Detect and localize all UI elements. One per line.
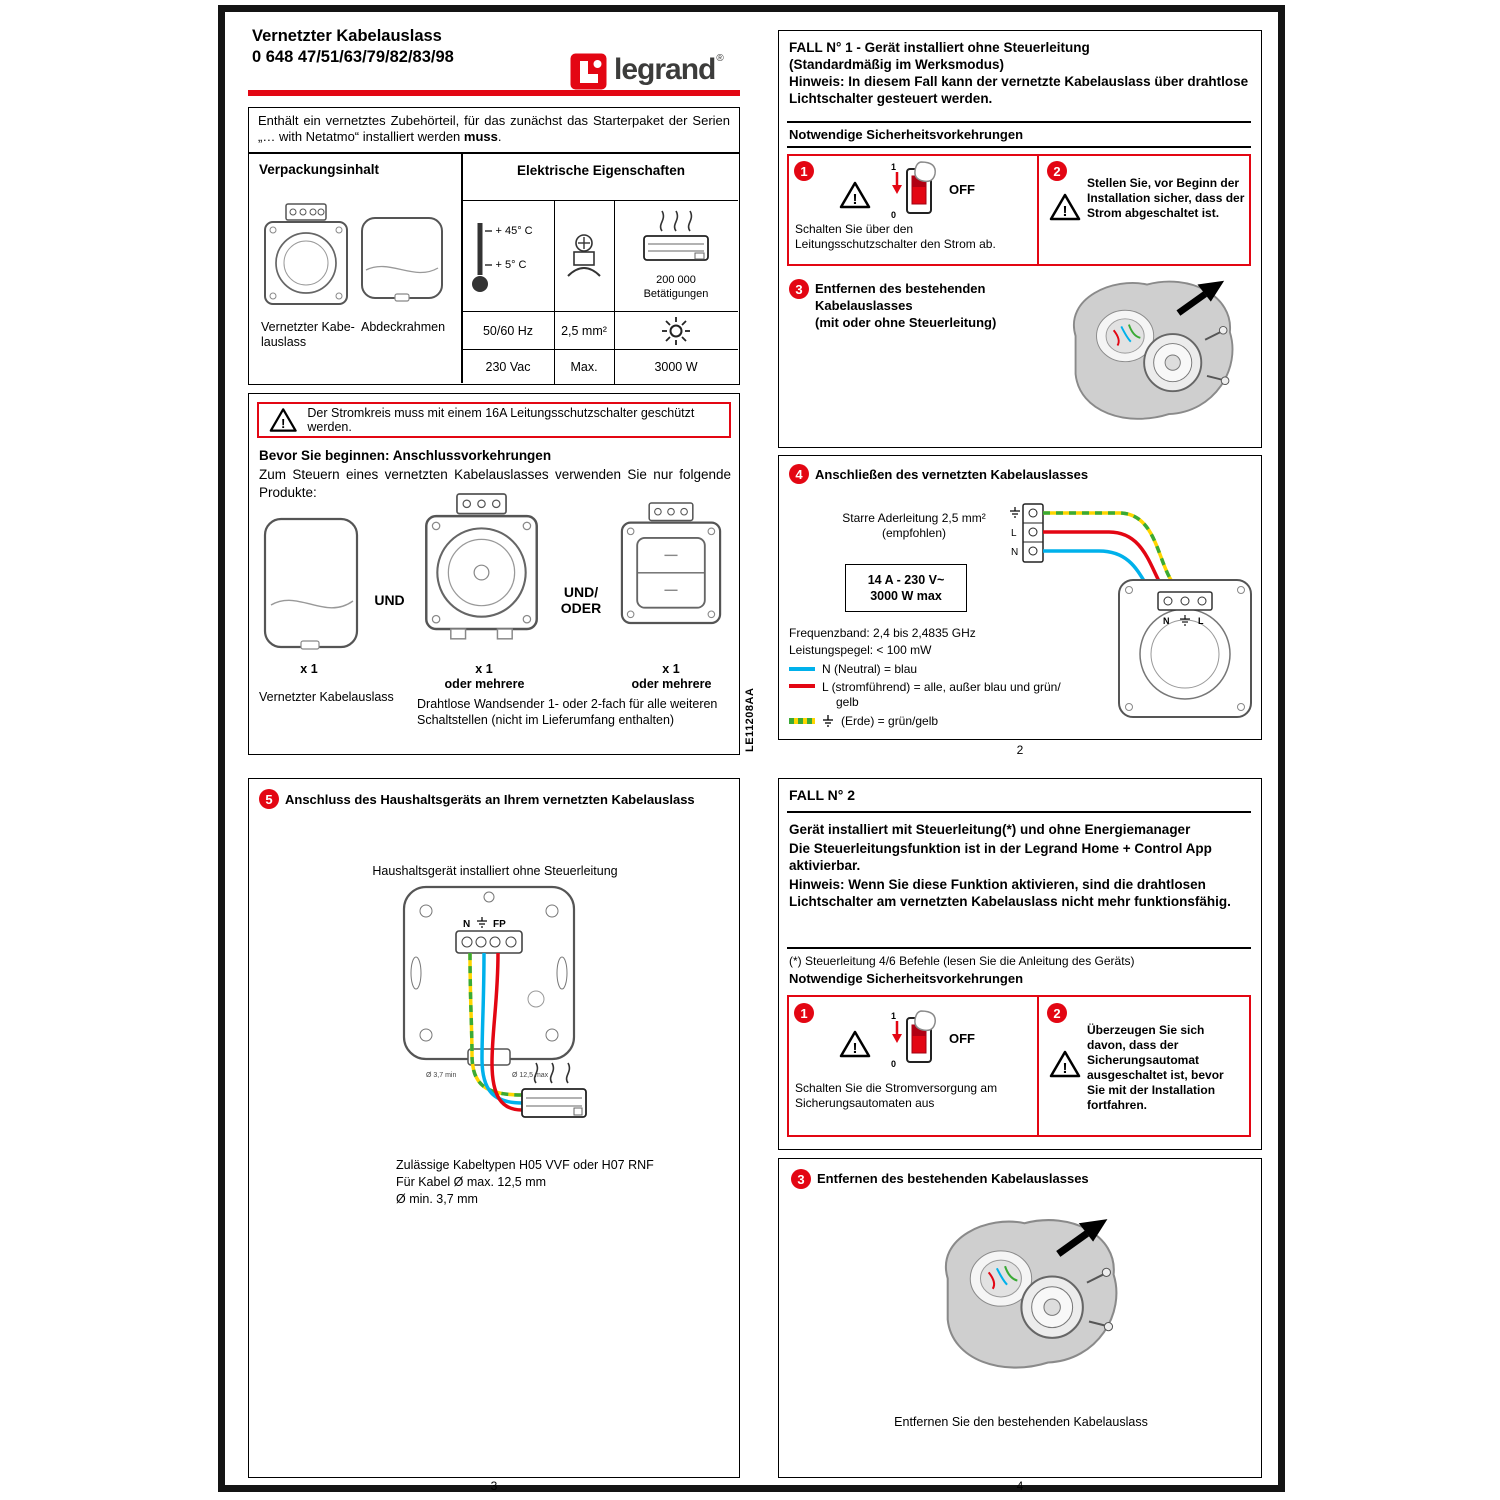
power-cell: 3000 W	[614, 349, 738, 384]
qty-3: x 1	[662, 662, 680, 676]
step2-badge: 2	[1047, 1003, 1067, 1023]
step4-title: Anschließen des vernetzten Kabelauslasses	[815, 467, 1089, 482]
intro-period: .	[497, 129, 502, 144]
step1-badge: 1	[794, 1003, 814, 1023]
fall2-paragraphs: Gerät installiert mit Steuerleitung(*) und ohne Energiemanager Die Steuerleitungsfunktion ist in der Legrand Home + Control App aktivierbar. Hinweis: Wenn Sie diese Funktion aktivieren, sind die drahtlosen Lichtschalter am vernetzten Kabelauslass nicht mehr funktionsfähig.	[789, 822, 1231, 909]
circuit-warning-text: Der Stromkreis muss mit einem 16A Leitungsschutzschalter geschützt werden.	[307, 406, 695, 434]
power-level: Leistungspegel: < 100 mW	[789, 643, 932, 657]
svg-text:Ø 12,5 max: Ø 12,5 max	[512, 1072, 549, 1079]
fall2-step1	[789, 997, 1039, 1135]
step5-title: Anschluss des Haushaltsgeräts an Ihrem vernetzten Kabelauslass	[285, 792, 695, 807]
thermometer-icon	[469, 217, 495, 297]
page-title	[252, 26, 454, 68]
svg-text:!: !	[852, 1040, 858, 1057]
fall1-step3-text: Entfernen des bestehenden Kabelauslasses (mit oder ohne Steuerleitung)	[815, 281, 997, 330]
fall1-safety-box	[787, 154, 1251, 266]
wire-size-cell: 2,5 mm²	[554, 311, 614, 349]
step5-badge: 5	[259, 789, 279, 809]
and-label: UND	[374, 592, 405, 608]
intro-note	[248, 107, 740, 153]
wall-removal-illustration	[1047, 269, 1247, 441]
fall2-title: FALL N° 2	[789, 787, 856, 803]
fall1-step2-text: Stellen Sie, vor Beginn der Installation sicher, dass der Strom abgeschaltet ist.	[1087, 176, 1245, 220]
svg-text:N: N	[1011, 547, 1019, 558]
intro-text: Enthält ein vernetztes Zubehörteil, für das zunächst das Starterpaket der Serien „… with Netatmo“ installiert werden	[258, 113, 730, 144]
step5-subtitle: Haushaltsgerät installiert ohne Steuerleitung	[372, 864, 618, 878]
svg-text:1: 1	[891, 162, 897, 172]
electrical-table	[463, 200, 738, 383]
cable-terminal-icon	[562, 232, 606, 280]
fall2-safety-heading: Notwendige Sicherheitsvorkehrungen	[789, 971, 1024, 986]
or-more-2: oder mehrere	[631, 677, 712, 691]
fall2-step3-title: Entfernen des bestehenden Kabelauslasses	[817, 1171, 1089, 1186]
device-illustration	[1119, 580, 1251, 717]
packaging-electrical-panel	[248, 153, 740, 385]
max-cell: Max.	[554, 349, 614, 384]
electrical-title: Elektrische Eigenschaften	[516, 163, 686, 178]
fall1-step1	[789, 156, 1039, 264]
cover-plate-illustration	[357, 212, 449, 312]
svg-text:N: N	[1163, 616, 1170, 626]
warning-triangle-icon	[839, 1029, 871, 1059]
or-more-1: oder mehrere	[444, 677, 525, 691]
before-heading: Bevor Sie beginnen: Anschlussvorkehrungen	[259, 448, 552, 463]
legend-live: L (stromführend) = alle, außer blau und grün/ gelb	[789, 680, 1061, 710]
temperature-cell	[463, 201, 554, 311]
fall2-note: (*) Steuerleitung 4/6 Befehle (lesen Sie die Anleitung des Geräts)	[789, 954, 1135, 968]
wire-note: Starre Aderleitung 2,5 mm² (empfohlen)	[842, 511, 986, 540]
wall-sender-caption: Drahtlose Wandsender 1- oder 2-fach für alle weiteren Schaltstellen (nicht im Lieferumfang enthalten)	[417, 697, 718, 727]
brand-rule	[248, 90, 740, 96]
sheet-code: LE11208AA	[744, 687, 756, 752]
off-label: OFF	[949, 1031, 975, 1046]
step2-badge: 2	[1047, 161, 1067, 181]
svg-text:FP: FP	[493, 919, 506, 930]
svg-text:L: L	[1198, 616, 1204, 626]
fall2-step2	[1041, 997, 1249, 1135]
connected-outlet-illustration	[259, 509, 361, 659]
registered-mark: ®	[716, 53, 724, 64]
wire-section-cell	[554, 201, 614, 311]
product-title: Vernetzter Kabelauslass	[252, 27, 442, 45]
packaging-title: Verpackungsinhalt	[259, 162, 380, 177]
fall1-safety-heading: Notwendige Sicherheitsvorkehrungen	[789, 127, 1024, 142]
fall2-step1-text: Schalten Sie die Stromversorgung am Sicherungsautomaten aus	[795, 1081, 998, 1110]
sun-icon	[661, 316, 691, 346]
svg-text:0: 0	[891, 1059, 897, 1069]
fall1-step1-text: Schalten Sie über den Leitungsschutzschalter den Strom ab.	[795, 222, 996, 251]
qty-1: x 1	[300, 662, 318, 676]
svg-text:L: L	[1011, 528, 1017, 539]
warning-triangle-icon	[269, 406, 297, 434]
panel-fall2	[778, 778, 1262, 1150]
before-paragraph: Zum Steuern eines vernetzten Kabelauslasses verwenden Sie nur folgende Produkte:	[259, 467, 731, 500]
breaker-switch-icon	[887, 160, 945, 220]
legend-earth: (Erde) = grün/gelb	[789, 714, 938, 728]
voltage-cell: 230 Vac	[463, 349, 554, 384]
panel-fall2-step3	[778, 1158, 1262, 1478]
panel-step4	[778, 455, 1262, 740]
legrand-logo-icon	[570, 53, 607, 90]
step4-badge: 4	[789, 464, 809, 484]
fall1-title: FALL N° 1 - Gerät installiert ohne Steuerleitung (Standardmäßig im Werksmodus) Hinweis: In diesem Fall kann der vernetzte Kabelauslass über drahtlose Lichtschalter gesteuert werden.	[789, 40, 1249, 106]
earth-icon	[1010, 507, 1020, 517]
svg-text:1: 1	[891, 1011, 897, 1021]
panel-fall1	[778, 30, 1262, 448]
warning-triangle-icon	[1049, 192, 1081, 222]
and-or-label: UND/ ODER	[560, 584, 602, 616]
legend-neutral: N (Neutral) = blau	[789, 662, 917, 676]
frequency-cell: 50/60 Hz	[463, 311, 554, 349]
svg-text:Ø 3,7 min: Ø 3,7 min	[426, 1072, 457, 1079]
svg-text:0: 0	[891, 210, 897, 220]
wall-sender-illustration-1	[414, 489, 549, 661]
wall-removal-illustration	[917, 1205, 1132, 1393]
cable-spec: Zulässige Kabeltypen H05 VVF oder H07 RNF Für Kabel Ø max. 12,5 mm Ø min. 3,7 mm	[396, 1158, 654, 1206]
wall-sender-illustration-2	[611, 489, 731, 661]
earth-icon	[822, 715, 834, 727]
product-ref: 0 648 47/51/63/79/82/83/98	[252, 48, 454, 66]
page-number-left: 3	[490, 1479, 498, 1493]
rating-box: 14 A - 230 V~ 3000 W max	[845, 564, 967, 612]
brand-wordmark: legrand	[614, 53, 716, 86]
freq-band: Frequenzband: 2,4 bis 2,4835 GHz	[789, 626, 976, 640]
svg-text:N: N	[463, 919, 471, 930]
breaker-switch-icon	[887, 1009, 945, 1069]
earth-swatch	[789, 718, 815, 724]
temp-min: + 5° C	[495, 259, 527, 271]
step3-badge: 3	[789, 279, 809, 299]
packaging-item2-label: Abdeckrahmen	[361, 320, 446, 334]
fall1-step2	[1041, 156, 1249, 264]
page-number-right-bottom: 4	[1016, 1479, 1024, 1493]
fall2-safety-box	[787, 995, 1251, 1137]
qty-2: x 1	[475, 662, 493, 676]
lighting-cell	[614, 311, 738, 349]
warning-triangle-icon	[839, 180, 871, 210]
live-swatch	[789, 684, 815, 688]
heater-icon	[636, 209, 716, 269]
warning-triangle-icon	[1049, 1049, 1081, 1079]
fall2-step3-caption: Entfernen Sie den bestehenden Kabelauslass	[894, 1415, 1148, 1429]
temp-max: + 45° C	[495, 225, 533, 237]
fall2-step2-text: Überzeugen Sie sich davon, dass der Sicherungsautomat ausgeschaltet ist, bevor Sie mit der Installation fortfahren.	[1087, 1023, 1224, 1112]
cycles-label: 200 000 Betätigungen	[643, 274, 709, 300]
neutral-swatch	[789, 667, 815, 671]
step3-badge: 3	[791, 1169, 811, 1189]
svg-text:!: !	[280, 415, 286, 431]
device-back-illustration	[374, 879, 609, 1137]
panel-step5	[248, 778, 740, 1478]
product1-label: Vernetzter Kabelauslass	[259, 690, 394, 704]
mechanism-illustration	[259, 200, 354, 312]
before-panel	[248, 393, 740, 755]
intro-bold: muss	[463, 129, 498, 144]
circuit-warning	[257, 402, 731, 438]
cycles-cell	[614, 201, 738, 311]
packaging-item1-label: Vernetzter Kabe- lauslass	[261, 320, 355, 349]
page-number-right-top: 2	[1016, 743, 1024, 757]
svg-text:!: !	[852, 191, 858, 208]
step1-badge: 1	[794, 161, 814, 181]
svg-text:!: !	[1062, 203, 1068, 220]
svg-text:!: !	[1062, 1060, 1068, 1077]
legrand-logo	[570, 53, 724, 90]
off-label: OFF	[949, 182, 975, 197]
